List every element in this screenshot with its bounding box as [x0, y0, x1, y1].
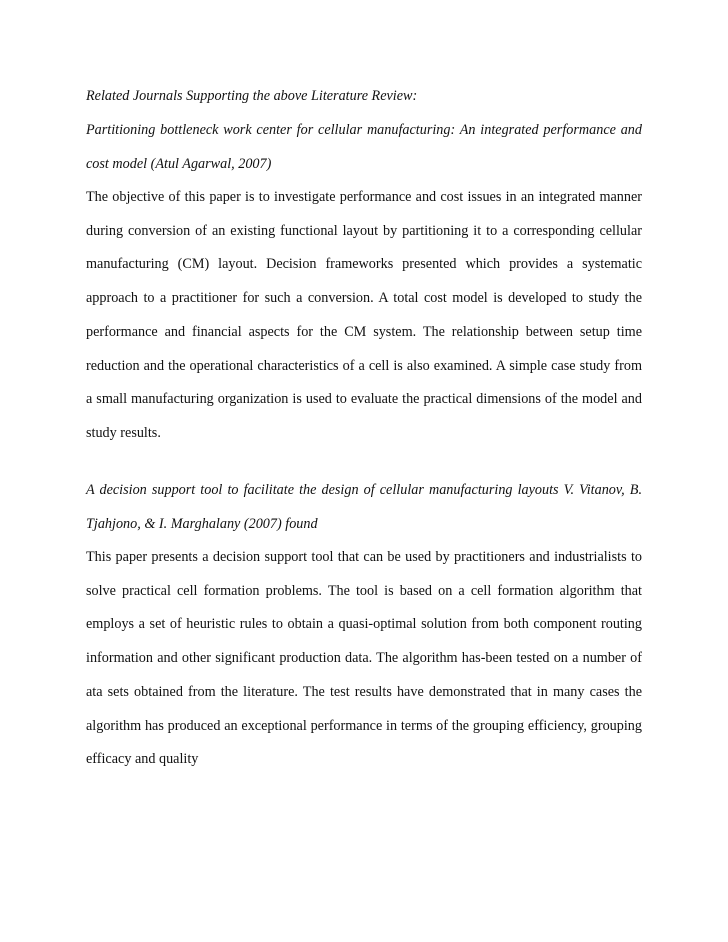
article-abstract: This paper presents a decision support tool that can be used by practitioners and industrialists to solve practical cell formation problems. The tool is based on a cell formation algorithm that employs a set of heuristic rules to obtain a quasi-optimal solution from both component routing information and other significant production data. The algorithm has-been tested on a number of ata sets obtained from the literature. The test results have demonstrated that in many cases the algorithm has produced an exceptional performance in terms of the grouping efficiency, grouping efficacy and quality — [86, 549, 642, 768]
article-title: A decision support tool to facilitate the design of cellular manufacturing layouts V. Vitanov, B. Tjahjono, & I. Marghalany (2007) found — [86, 482, 642, 532]
article-title: Partitioning bottleneck work center for cellular manufacturing: An integrated performance and cost model (Atul Agarwal, 2007) — [86, 122, 642, 172]
section-heading: Related Journals Supporting the above Literature Review: — [86, 88, 418, 104]
article-abstract: The objective of this paper is to investigate performance and cost issues in an integrated manner during conversion of an existing functional layout by partitioning it to a corresponding cellular manufacturing (CM) layout. Decision frameworks presented which provides a systematic approach to a practitioner for such a conversion. A total cost model is developed to study the performance and financial aspects for the CM system. The relationship between setup time reduction and the operational characteristics of a cell is also examined. A simple case study from a small manufacturing organization is used to evaluate the practical dimensions of the model and study results. — [86, 189, 642, 441]
